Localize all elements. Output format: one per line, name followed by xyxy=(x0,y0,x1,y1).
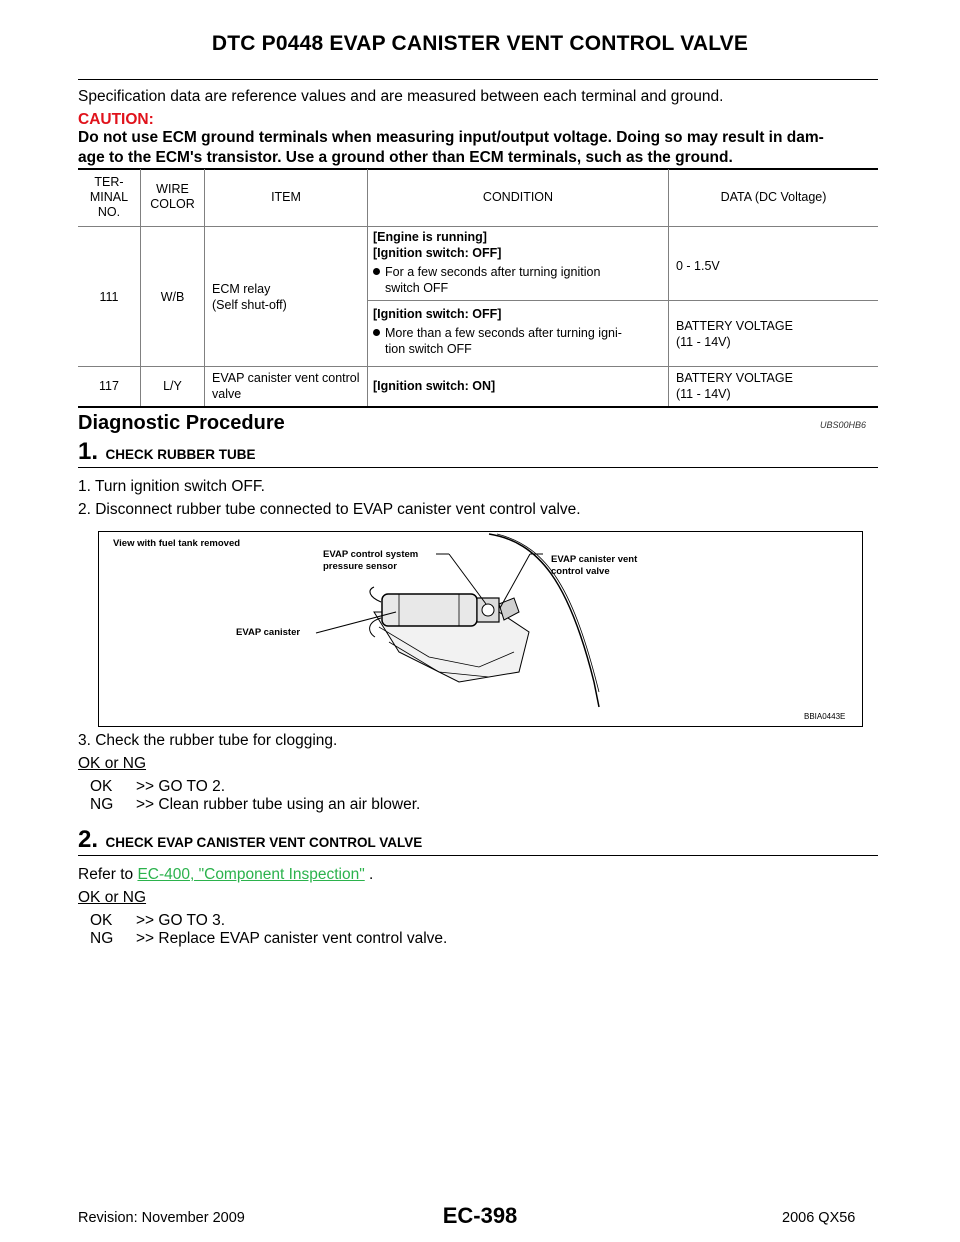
data-line: BATTERY VOLTAGE xyxy=(676,319,793,333)
cell-item xyxy=(212,281,362,313)
step-title: CHECK EVAP CANISTER VENT CONTROL VALVE xyxy=(105,835,423,850)
data-line: BATTERY VOLTAGE xyxy=(676,371,793,385)
cell-wire-color: W/B xyxy=(160,290,185,304)
condition-line: [Ignition switch: OFF] xyxy=(373,246,502,260)
cell-item-line: EVAP canister vent control xyxy=(212,371,360,385)
label-line: pressure sensor xyxy=(323,561,397,572)
header-terminal-line: NO. xyxy=(97,205,121,219)
header-item: ITEM xyxy=(271,190,301,204)
cell-terminal: 117 xyxy=(99,379,119,393)
condition-bullet-text: For a few seconds after turning ignition xyxy=(385,265,601,279)
refer-prefix: Refer to xyxy=(78,866,134,883)
label-vent-valve xyxy=(551,554,637,578)
component-inspection-link[interactable]: EC-400, "Component Inspection" xyxy=(137,866,365,883)
terminal-table xyxy=(0,0,960,410)
cell-item-line: valve xyxy=(212,387,242,401)
header-wire-line: WIRE xyxy=(156,182,189,196)
section-code: UBS00HB6 xyxy=(820,420,867,430)
caution-label: CAUTION: xyxy=(78,111,154,128)
ng-result-key: NG xyxy=(90,930,114,947)
ok-result-action: >> GO TO 3. xyxy=(136,912,226,929)
caution-line-2: age to the ECM's transistor. Use a ground other than ECM terminals, such as the ground. xyxy=(78,149,733,166)
condition-line: [Engine is running] xyxy=(373,230,487,244)
cell-data xyxy=(676,370,876,402)
ok-result-key: OK xyxy=(90,912,113,929)
condition-bullet-text: tion switch OFF xyxy=(385,342,472,356)
cell-wire-color: L/Y xyxy=(163,379,182,393)
label-line: EVAP canister vent xyxy=(551,554,638,565)
cell-data xyxy=(676,318,876,350)
caution-line-1: Do not use ECM ground terminals when measuring input/output voltage. Doing so may result in dam- xyxy=(78,129,824,146)
step-divider xyxy=(78,467,878,468)
figure-code: BBIA0443E xyxy=(804,712,846,721)
cell-terminal: 111 xyxy=(99,290,119,304)
revision-date: Revision: November 2009 xyxy=(78,1210,245,1226)
data-line: (11 - 14V) xyxy=(676,387,731,401)
model-year: 2006 QX56 xyxy=(782,1210,856,1226)
condition-bullet xyxy=(373,325,665,341)
header-terminal-line: TER- xyxy=(94,175,124,189)
label-canister: EVAP canister xyxy=(236,627,301,638)
page-number: EC-398 xyxy=(442,1203,518,1228)
table-top-rule xyxy=(78,168,878,170)
cell-data: 0 - 1.5V xyxy=(676,259,720,273)
header-terminal-no xyxy=(78,175,140,220)
bullet-icon xyxy=(373,268,380,275)
cell-item-line: ECM relay xyxy=(212,282,271,296)
step-1-item: 2. Disconnect rubber tube connected to EVAP canister vent control valve. xyxy=(78,501,581,518)
bullet-icon xyxy=(373,329,380,336)
cell-condition: [Ignition switch: ON] xyxy=(373,379,496,393)
ng-result-action: >> Clean rubber tube using an air blower. xyxy=(136,796,421,813)
refer-suffix: . xyxy=(369,866,374,883)
header-data: DATA (DC Voltage) xyxy=(720,190,827,204)
table-row-sub-rule xyxy=(367,300,878,301)
header-terminal-line: MINAL xyxy=(89,190,129,204)
ok-or-ng-label: OK or NG xyxy=(78,755,147,772)
ok-result-action: >> GO TO 2. xyxy=(136,778,226,795)
step-number: 2. xyxy=(78,826,99,853)
condition-bullet-text: switch OFF xyxy=(385,281,449,295)
ng-result-action: >> Replace EVAP canister vent control valve. xyxy=(136,930,448,947)
ok-or-ng-label: OK or NG xyxy=(78,889,147,906)
refer-text xyxy=(78,866,373,884)
label-line: control valve xyxy=(551,566,610,577)
step-title: CHECK RUBBER TUBE xyxy=(105,447,256,462)
table-bottom-rule xyxy=(78,406,878,408)
cell-condition xyxy=(373,306,665,357)
condition-line: [Ignition switch: OFF] xyxy=(373,307,502,321)
label-pressure-sensor xyxy=(323,549,418,573)
evap-canister-illustration xyxy=(99,532,862,726)
data-line: (11 - 14V) xyxy=(676,335,731,349)
header-wire-line: COLOR xyxy=(150,197,195,211)
ng-result-key: NG xyxy=(90,796,114,813)
step-1-item: 3. Check the rubber tube for clogging. xyxy=(78,732,338,749)
cell-item xyxy=(212,370,362,402)
header-wire-color xyxy=(141,182,204,212)
ok-result-key: OK xyxy=(90,778,113,795)
figure-caption: View with fuel tank removed xyxy=(113,538,241,549)
step-2-header xyxy=(78,826,422,854)
intro-text: Specification data are reference values and are measured between each terminal and ground. xyxy=(78,88,724,105)
step-divider xyxy=(78,855,878,856)
step-1-item: 1. Turn ignition switch OFF. xyxy=(78,478,265,495)
cell-condition xyxy=(373,229,665,296)
evap-canister-figure xyxy=(98,531,863,727)
step-number: 1. xyxy=(78,438,99,465)
page-title: DTC P0448 EVAP CANISTER VENT CONTROL VALVE xyxy=(211,32,749,55)
diagnostic-heading: Diagnostic Procedure xyxy=(78,412,285,434)
cell-item-line: (Self shut-off) xyxy=(212,298,287,312)
step-1-header xyxy=(78,438,255,466)
table-header-rule xyxy=(78,226,878,227)
condition-bullet-text: More than a few seconds after turning igni- xyxy=(385,326,622,340)
condition-bullet xyxy=(373,264,665,280)
header-condition: CONDITION xyxy=(482,190,554,204)
table-row-rule xyxy=(78,366,878,367)
label-line: EVAP control system xyxy=(323,549,419,560)
